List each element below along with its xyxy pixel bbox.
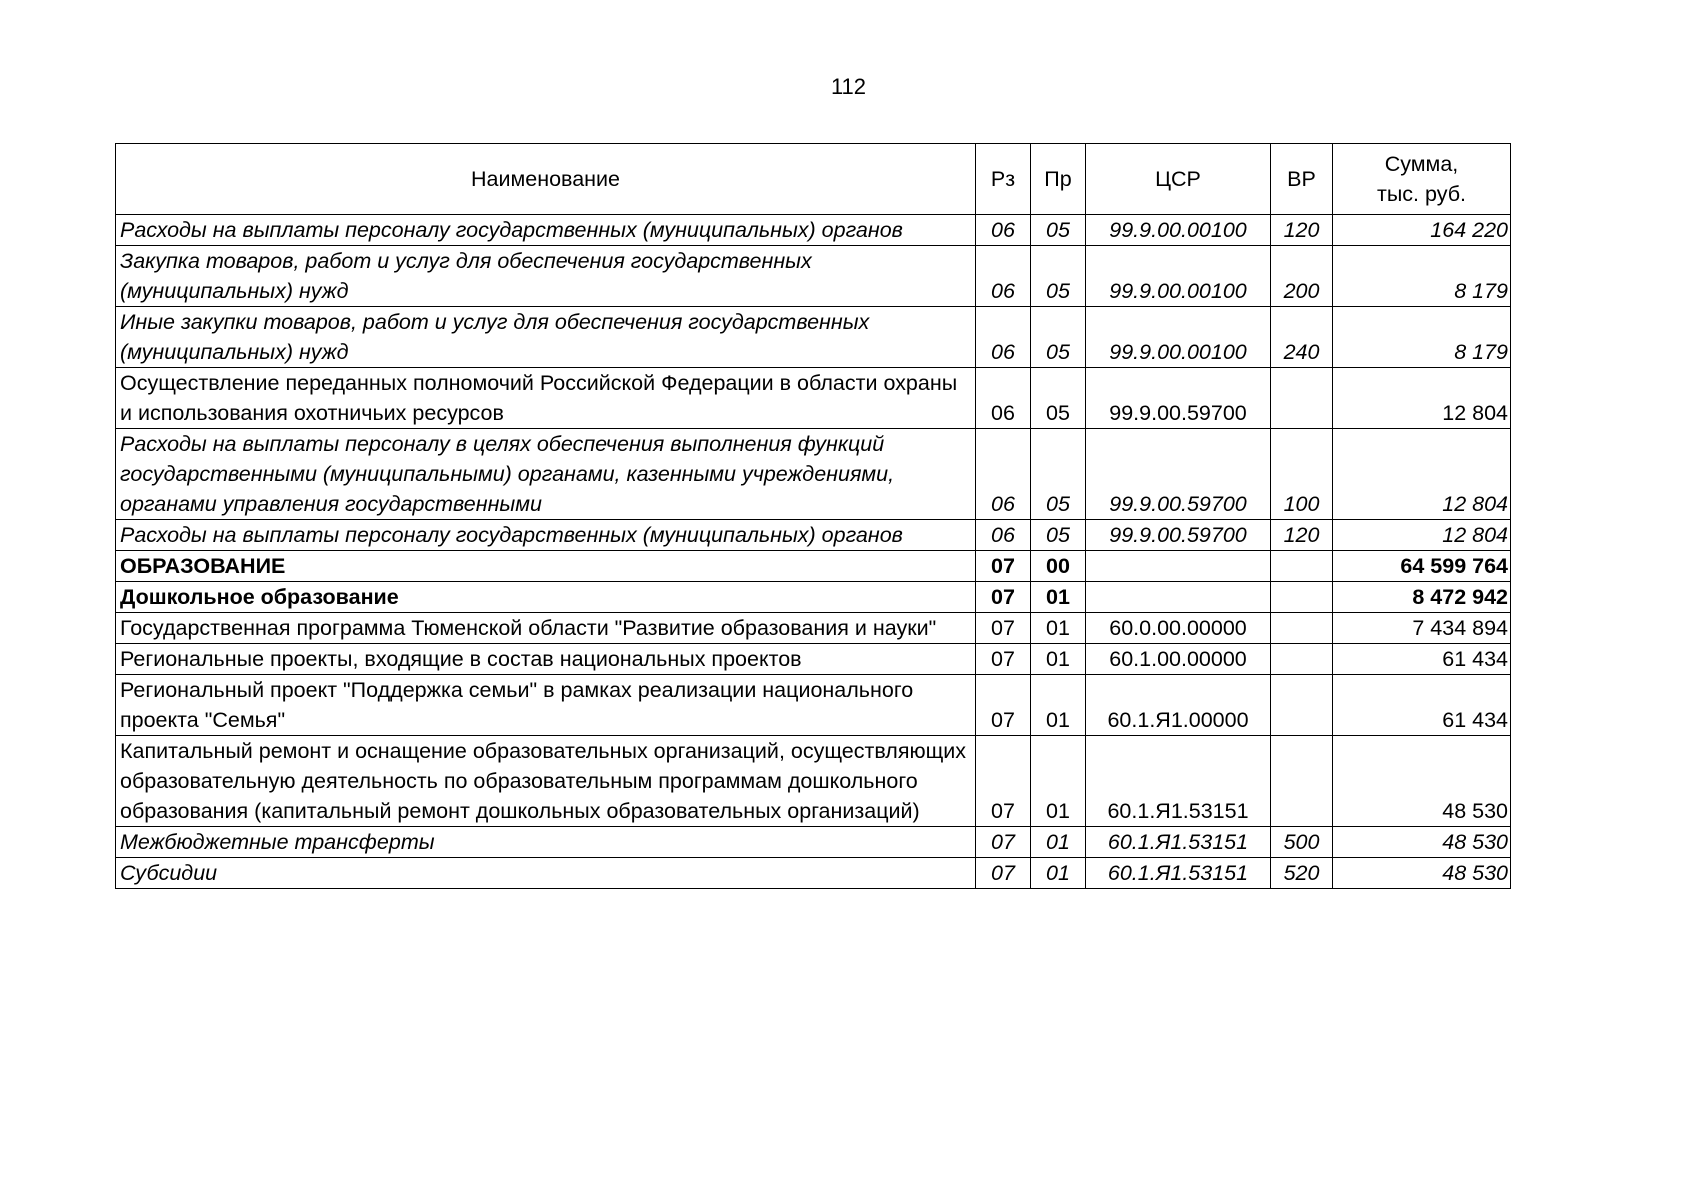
row-sum: 48 530 xyxy=(1333,736,1511,827)
row-pr: 05 xyxy=(1031,246,1086,307)
table-header-row xyxy=(116,144,1511,215)
row-rz: 07 xyxy=(976,582,1031,613)
row-csr: 99.9.00.00100 xyxy=(1086,246,1271,307)
header-csr: ЦСР xyxy=(1086,144,1271,215)
row-name: Межбюджетные трансферты xyxy=(116,827,976,858)
row-pr: 00 xyxy=(1031,551,1086,582)
row-sum: 12 804 xyxy=(1333,368,1511,429)
row-rz: 07 xyxy=(976,858,1031,889)
table-row xyxy=(116,246,1511,307)
row-rz: 06 xyxy=(976,520,1031,551)
table-row xyxy=(116,613,1511,644)
row-name: Государственная программа Тюменской области "Развитие образования и науки" xyxy=(116,613,976,644)
row-name: Иные закупки товаров, работ и услуг для обеспечения государственных (муниципальных) нужд xyxy=(116,307,976,368)
row-csr: 60.1.00.00000 xyxy=(1086,644,1271,675)
row-name: Расходы на выплаты персоналу государственных (муниципальных) органов xyxy=(116,520,976,551)
row-csr: 60.0.00.00000 xyxy=(1086,613,1271,644)
row-rz: 06 xyxy=(976,246,1031,307)
row-pr: 05 xyxy=(1031,429,1086,520)
row-sum: 8 179 xyxy=(1333,307,1511,368)
row-vr: 120 xyxy=(1271,215,1333,246)
row-vr: 240 xyxy=(1271,307,1333,368)
row-name: Расходы на выплаты персоналу в целях обеспечения выполнения функций государственными (муниципальными) органами, казенными учреждениями, органами управления государственными xyxy=(116,429,976,520)
table-row xyxy=(116,368,1511,429)
row-rz: 06 xyxy=(976,307,1031,368)
row-name: Региональные проекты, входящие в состав национальных проектов xyxy=(116,644,976,675)
table-row xyxy=(116,429,1511,520)
table-row xyxy=(116,644,1511,675)
header-rz: Рз xyxy=(976,144,1031,215)
row-csr xyxy=(1086,582,1271,613)
row-rz: 07 xyxy=(976,675,1031,736)
row-rz: 07 xyxy=(976,644,1031,675)
header-sum-line2: тыс. руб. xyxy=(1377,182,1466,206)
row-vr xyxy=(1271,582,1333,613)
table-row xyxy=(116,827,1511,858)
row-rz: 07 xyxy=(976,551,1031,582)
row-name: Региональный проект "Поддержка семьи" в рамках реализации национального проекта "Семья" xyxy=(116,675,976,736)
row-pr: 01 xyxy=(1031,582,1086,613)
table-row xyxy=(116,858,1511,889)
row-rz: 06 xyxy=(976,429,1031,520)
row-pr: 01 xyxy=(1031,858,1086,889)
row-sum: 8 472 942 xyxy=(1333,582,1511,613)
page-number: 112 xyxy=(830,74,867,99)
row-name: Дошкольное образование xyxy=(116,582,976,613)
row-sum: 61 434 xyxy=(1333,644,1511,675)
row-vr xyxy=(1271,675,1333,736)
row-csr: 99.9.00.59700 xyxy=(1086,368,1271,429)
row-vr: 500 xyxy=(1271,827,1333,858)
row-csr xyxy=(1086,551,1271,582)
row-rz: 07 xyxy=(976,827,1031,858)
row-csr: 60.1.Я1.53151 xyxy=(1086,858,1271,889)
row-sum: 64 599 764 xyxy=(1333,551,1511,582)
row-pr: 01 xyxy=(1031,613,1086,644)
table-row xyxy=(116,307,1511,368)
row-vr: 200 xyxy=(1271,246,1333,307)
row-rz: 07 xyxy=(976,613,1031,644)
row-sum: 7 434 894 xyxy=(1333,613,1511,644)
row-pr: 05 xyxy=(1031,215,1086,246)
header-pr: Пр xyxy=(1031,144,1086,215)
row-sum: 48 530 xyxy=(1333,827,1511,858)
row-rz: 06 xyxy=(976,368,1031,429)
row-csr: 60.1.Я1.53151 xyxy=(1086,736,1271,827)
row-name: Субсидии xyxy=(116,858,976,889)
row-sum: 12 804 xyxy=(1333,429,1511,520)
row-name: Капитальный ремонт и оснащение образовательных организаций, осуществляющих образовательную деятельность по образовательным программам дошкольного образования (капитальный ремонт дошкольных образовательных организаций) xyxy=(116,736,976,827)
row-sum: 8 179 xyxy=(1333,246,1511,307)
row-vr xyxy=(1271,736,1333,827)
row-csr: 99.9.00.59700 xyxy=(1086,520,1271,551)
row-rz: 06 xyxy=(976,215,1031,246)
row-pr: 01 xyxy=(1031,675,1086,736)
row-name: ОБРАЗОВАНИЕ xyxy=(116,551,976,582)
table-row xyxy=(116,675,1511,736)
row-sum: 164 220 xyxy=(1333,215,1511,246)
budget-table xyxy=(115,143,1511,889)
row-pr: 01 xyxy=(1031,644,1086,675)
header-name: Наименование xyxy=(116,144,976,215)
row-vr xyxy=(1271,551,1333,582)
row-csr: 99.9.00.00100 xyxy=(1086,215,1271,246)
row-vr xyxy=(1271,368,1333,429)
row-name: Расходы на выплаты персоналу государственных (муниципальных) органов xyxy=(116,215,976,246)
row-pr: 05 xyxy=(1031,520,1086,551)
row-csr: 60.1.Я1.53151 xyxy=(1086,827,1271,858)
row-vr xyxy=(1271,613,1333,644)
header-sum-line1: Сумма, xyxy=(1384,152,1459,176)
row-sum: 48 530 xyxy=(1333,858,1511,889)
row-csr: 99.9.00.59700 xyxy=(1086,429,1271,520)
row-pr: 05 xyxy=(1031,307,1086,368)
row-sum: 12 804 xyxy=(1333,520,1511,551)
row-pr: 05 xyxy=(1031,368,1086,429)
table-row xyxy=(116,736,1511,827)
row-vr: 120 xyxy=(1271,520,1333,551)
row-vr xyxy=(1271,644,1333,675)
row-csr: 99.9.00.00100 xyxy=(1086,307,1271,368)
table-row xyxy=(116,520,1511,551)
table-row xyxy=(116,551,1511,582)
header-vr: ВР xyxy=(1271,144,1333,215)
row-name: Закупка товаров, работ и услуг для обеспечения государственных (муниципальных) нужд xyxy=(116,246,976,307)
row-vr: 100 xyxy=(1271,429,1333,520)
row-sum: 61 434 xyxy=(1333,675,1511,736)
table-row xyxy=(116,582,1511,613)
header-sum xyxy=(1333,144,1511,215)
row-name: Осуществление переданных полномочий Российской Федерации в области охраны и использования охотничьих ресурсов xyxy=(116,368,976,429)
table-row xyxy=(116,215,1511,246)
row-pr: 01 xyxy=(1031,827,1086,858)
row-rz: 07 xyxy=(976,736,1031,827)
row-csr: 60.1.Я1.00000 xyxy=(1086,675,1271,736)
row-vr: 520 xyxy=(1271,858,1333,889)
row-pr: 01 xyxy=(1031,736,1086,827)
